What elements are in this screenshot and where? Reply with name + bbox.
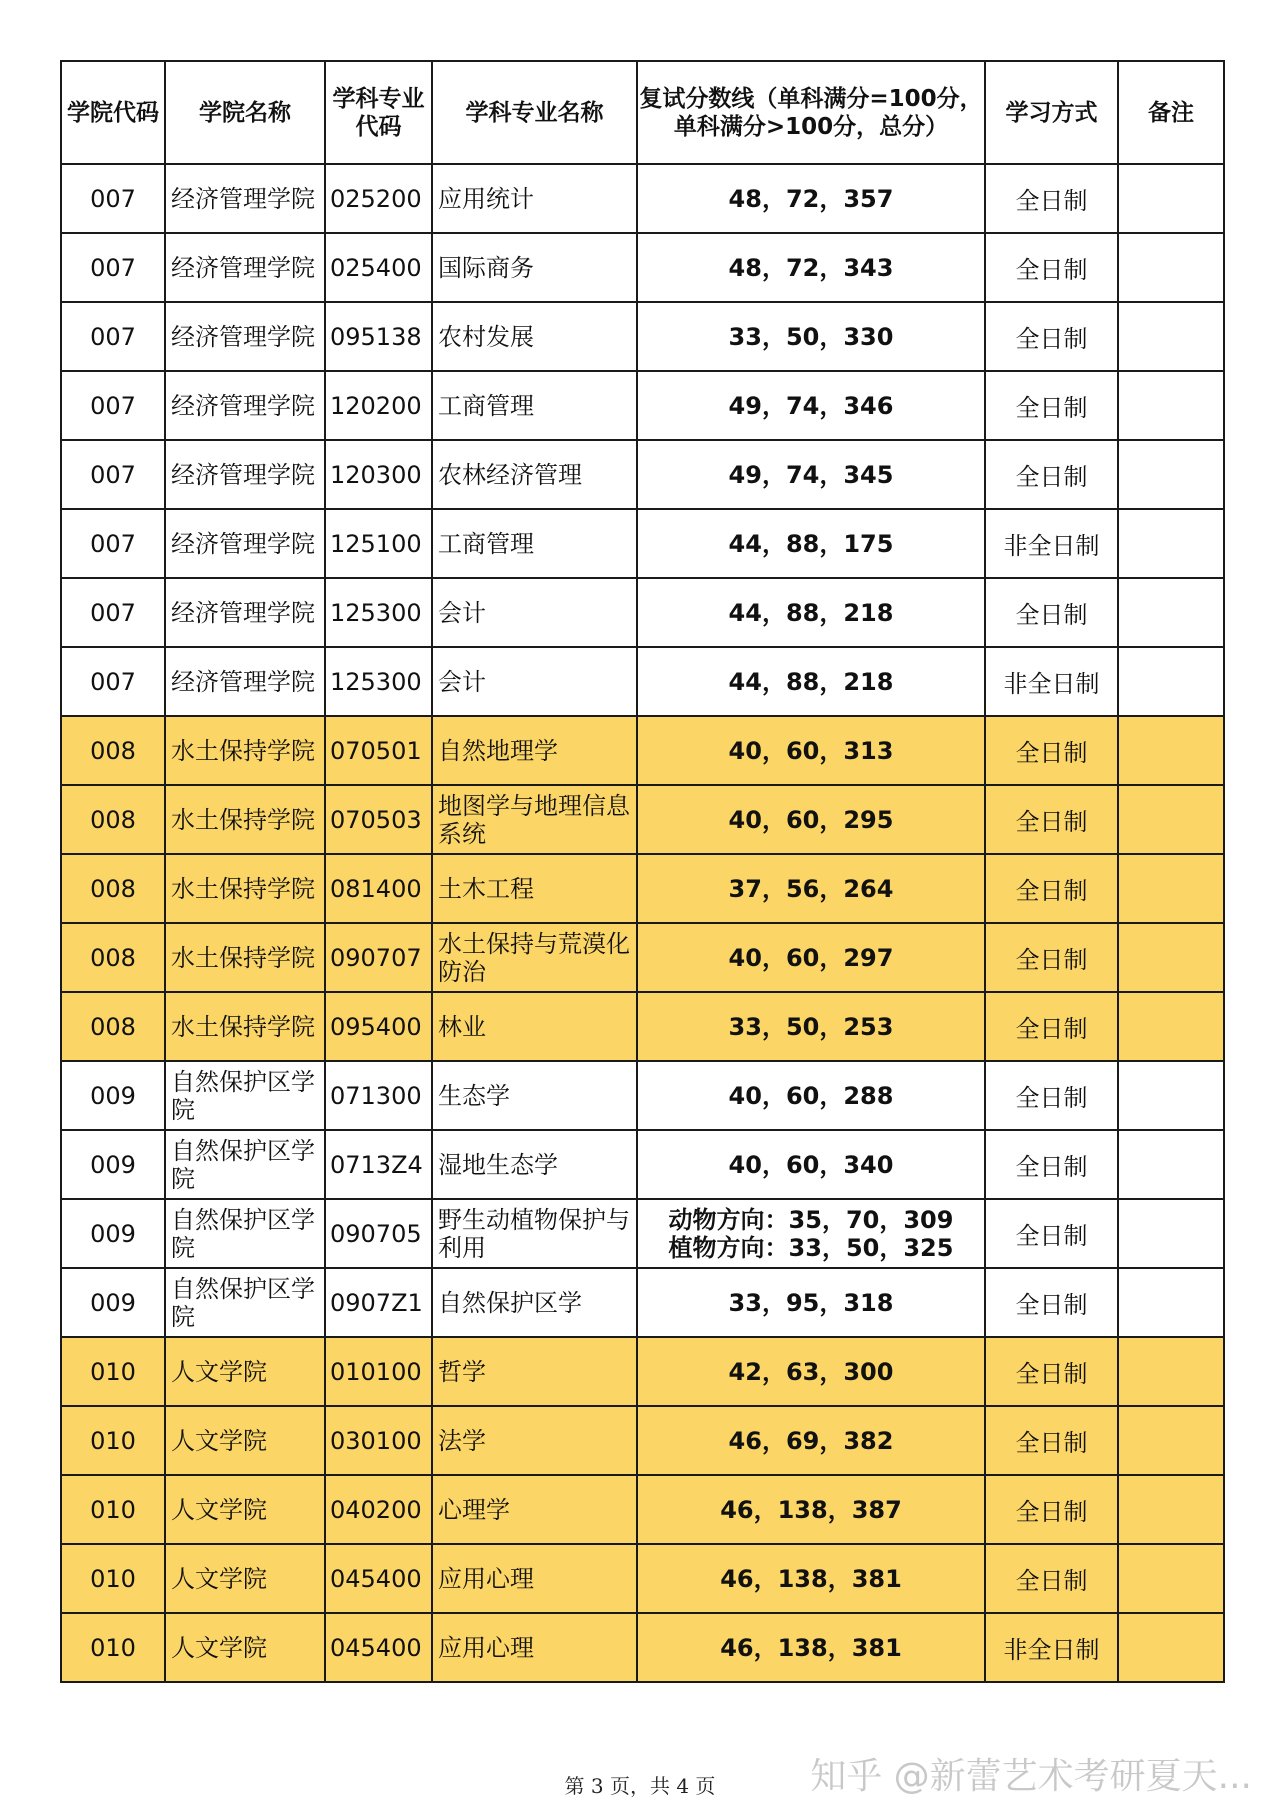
cell-score-line [637, 1406, 985, 1475]
cell-college-code: 008 [61, 854, 165, 923]
cell-score-line [637, 647, 985, 716]
cell-score-line [637, 1061, 985, 1130]
cell-college-name: 水土保持学院 [165, 992, 325, 1061]
cell-subject-name: 水土保持与荒漠化防治 [432, 923, 637, 992]
header-college-name: 学院名称 [165, 61, 325, 164]
cell-remark [1118, 578, 1224, 647]
table-row [61, 233, 1224, 302]
cell-subject-code: 025200 [325, 164, 432, 233]
cell-college-name: 经济管理学院 [165, 302, 325, 371]
cell-college-name: 人文学院 [165, 1475, 325, 1544]
cell-subject-code: 125300 [325, 647, 432, 716]
cell-score-line [637, 992, 985, 1061]
cell-college-code: 008 [61, 785, 165, 854]
cell-subject-code: 045400 [325, 1613, 432, 1682]
cell-college-name: 经济管理学院 [165, 578, 325, 647]
cell-college-code: 010 [61, 1613, 165, 1682]
cell-college-name: 水土保持学院 [165, 854, 325, 923]
table-row [61, 1544, 1224, 1613]
cell-subject-name: 土木工程 [432, 854, 637, 923]
cell-remark [1118, 1130, 1224, 1199]
cell-subject-code: 070503 [325, 785, 432, 854]
cell-subject-code: 090707 [325, 923, 432, 992]
cell-score-line [637, 1613, 985, 1682]
score-value: 33，50，253 [728, 1012, 894, 1041]
score-value: 33，95，318 [728, 1288, 894, 1317]
table-header-row [61, 61, 1224, 164]
cell-subject-name: 生态学 [432, 1061, 637, 1130]
score-table [60, 60, 1225, 1683]
cell-college-code: 009 [61, 1268, 165, 1337]
cell-subject-name: 应用心理 [432, 1544, 637, 1613]
cell-study-mode: 非全日制 [985, 647, 1118, 716]
cell-subject-code: 045400 [325, 1544, 432, 1613]
cell-study-mode: 全日制 [985, 164, 1118, 233]
table-row [61, 1130, 1224, 1199]
cell-college-code: 007 [61, 440, 165, 509]
cell-score-line [637, 716, 985, 785]
table-row [61, 164, 1224, 233]
cell-college-name: 经济管理学院 [165, 509, 325, 578]
cell-subject-name: 林业 [432, 992, 637, 1061]
table-row [61, 716, 1224, 785]
score-value: 49，74，346 [728, 391, 894, 420]
cell-subject-code: 0907Z1 [325, 1268, 432, 1337]
score-value: 46，138，387 [720, 1495, 902, 1524]
table-row [61, 1475, 1224, 1544]
cell-college-code: 009 [61, 1130, 165, 1199]
cell-college-code: 007 [61, 233, 165, 302]
cell-subject-name: 哲学 [432, 1337, 637, 1406]
cell-subject-code: 095138 [325, 302, 432, 371]
header-college-code: 学院代码 [61, 61, 165, 164]
cell-score-line [637, 440, 985, 509]
cell-score-line [637, 1199, 985, 1268]
cell-study-mode: 全日制 [985, 578, 1118, 647]
cell-score-line [637, 578, 985, 647]
cell-score-line [637, 302, 985, 371]
cell-college-code: 009 [61, 1061, 165, 1130]
cell-subject-name: 农村发展 [432, 302, 637, 371]
cell-college-code: 007 [61, 371, 165, 440]
cell-college-name: 经济管理学院 [165, 164, 325, 233]
cell-study-mode: 全日制 [985, 440, 1118, 509]
cell-study-mode: 全日制 [985, 1199, 1118, 1268]
cell-subject-name: 应用统计 [432, 164, 637, 233]
cell-remark [1118, 647, 1224, 716]
cell-study-mode: 全日制 [985, 1475, 1118, 1544]
cell-study-mode: 非全日制 [985, 1613, 1118, 1682]
cell-subject-code: 095400 [325, 992, 432, 1061]
cell-college-name: 人文学院 [165, 1406, 325, 1475]
score-value: 49，74，345 [728, 460, 894, 489]
score-value: 40，60，288 [728, 1081, 894, 1110]
cell-subject-code: 010100 [325, 1337, 432, 1406]
score-value: 40，60，313 [728, 736, 894, 765]
cell-college-code: 009 [61, 1199, 165, 1268]
score-value: 46，138，381 [720, 1564, 902, 1593]
score-value: 44，88，218 [728, 598, 894, 627]
score-value: 48，72，343 [728, 253, 894, 282]
cell-remark [1118, 1544, 1224, 1613]
cell-remark [1118, 1475, 1224, 1544]
score-value: 40，60，295 [728, 805, 894, 834]
header-remark: 备注 [1118, 61, 1224, 164]
score-value: 44，88，175 [728, 529, 894, 558]
table-row [61, 509, 1224, 578]
cell-remark [1118, 371, 1224, 440]
cell-study-mode: 全日制 [985, 1130, 1118, 1199]
table-row [61, 371, 1224, 440]
score-value: 46，69，382 [728, 1426, 894, 1455]
score-value: 动物方向：35，70，309 [668, 1205, 954, 1234]
score-value: 植物方向：33，50，325 [668, 1233, 954, 1262]
cell-remark [1118, 1613, 1224, 1682]
cell-college-name: 水土保持学院 [165, 716, 325, 785]
cell-college-code: 007 [61, 302, 165, 371]
table-row [61, 1337, 1224, 1406]
cell-remark [1118, 1406, 1224, 1475]
table-row [61, 1061, 1224, 1130]
cell-study-mode: 全日制 [985, 992, 1118, 1061]
cell-study-mode: 全日制 [985, 1337, 1118, 1406]
table-row [61, 1613, 1224, 1682]
watermark: 知乎 @新蕾艺术考研夏天... [810, 1756, 1252, 1797]
cell-study-mode: 非全日制 [985, 509, 1118, 578]
cell-college-code: 007 [61, 647, 165, 716]
cell-subject-name: 国际商务 [432, 233, 637, 302]
score-value: 40，60，340 [728, 1150, 894, 1179]
cell-subject-code: 040200 [325, 1475, 432, 1544]
cell-subject-name: 地图学与地理信息系统 [432, 785, 637, 854]
cell-college-code: 008 [61, 716, 165, 785]
cell-score-line [637, 164, 985, 233]
cell-study-mode: 全日制 [985, 302, 1118, 371]
score-value: 42，63，300 [728, 1357, 894, 1386]
cell-college-name: 经济管理学院 [165, 233, 325, 302]
cell-subject-name: 应用心理 [432, 1613, 637, 1682]
cell-college-code: 010 [61, 1475, 165, 1544]
cell-score-line [637, 1268, 985, 1337]
cell-score-line [637, 923, 985, 992]
cell-college-code: 010 [61, 1544, 165, 1613]
cell-subject-code: 070501 [325, 716, 432, 785]
cell-remark [1118, 509, 1224, 578]
header-score-line: 复试分数线（单科满分=100分，单科满分>100分，总分） [637, 61, 985, 164]
cell-remark [1118, 854, 1224, 923]
cell-subject-name: 心理学 [432, 1475, 637, 1544]
cell-college-code: 007 [61, 578, 165, 647]
table-row [61, 440, 1224, 509]
score-value: 48，72，357 [728, 184, 894, 213]
cell-subject-code: 125300 [325, 578, 432, 647]
cell-college-name: 经济管理学院 [165, 647, 325, 716]
header-subject-name: 学科专业名称 [432, 61, 637, 164]
cell-subject-name: 工商管理 [432, 509, 637, 578]
cell-remark [1118, 716, 1224, 785]
score-value: 37，56，264 [728, 874, 894, 903]
cell-remark [1118, 302, 1224, 371]
cell-subject-code: 030100 [325, 1406, 432, 1475]
cell-remark [1118, 1268, 1224, 1337]
table-row [61, 1268, 1224, 1337]
cell-remark [1118, 233, 1224, 302]
cell-score-line [637, 854, 985, 923]
cell-subject-code: 125100 [325, 509, 432, 578]
cell-score-line [637, 233, 985, 302]
cell-college-name: 人文学院 [165, 1337, 325, 1406]
cell-subject-code: 0713Z4 [325, 1130, 432, 1199]
cell-score-line [637, 785, 985, 854]
cell-college-code: 008 [61, 992, 165, 1061]
cell-college-name: 自然保护区学院 [165, 1061, 325, 1130]
cell-study-mode: 全日制 [985, 1544, 1118, 1613]
table-row [61, 854, 1224, 923]
table-row [61, 992, 1224, 1061]
cell-subject-name: 野生动植物保护与利用 [432, 1199, 637, 1268]
table-row [61, 647, 1224, 716]
cell-study-mode: 全日制 [985, 1406, 1118, 1475]
score-value: 40，60，297 [728, 943, 894, 972]
cell-study-mode: 全日制 [985, 716, 1118, 785]
table-row [61, 578, 1224, 647]
cell-college-name: 自然保护区学院 [165, 1130, 325, 1199]
cell-score-line [637, 1337, 985, 1406]
cell-subject-code: 120300 [325, 440, 432, 509]
cell-subject-name: 农林经济管理 [432, 440, 637, 509]
header-subject-code: 学科专业代码 [325, 61, 432, 164]
cell-study-mode: 全日制 [985, 785, 1118, 854]
cell-college-code: 008 [61, 923, 165, 992]
cell-subject-name: 自然地理学 [432, 716, 637, 785]
cell-remark [1118, 1199, 1224, 1268]
cell-subject-code: 071300 [325, 1061, 432, 1130]
cell-score-line [637, 1544, 985, 1613]
cell-college-name: 水土保持学院 [165, 785, 325, 854]
table-row [61, 1199, 1224, 1268]
score-value: 44，88，218 [728, 667, 894, 696]
cell-remark [1118, 1337, 1224, 1406]
cell-score-line [637, 1475, 985, 1544]
cell-remark [1118, 923, 1224, 992]
cell-subject-name: 会计 [432, 578, 637, 647]
cell-college-code: 007 [61, 164, 165, 233]
cell-college-name: 自然保护区学院 [165, 1268, 325, 1337]
table-row [61, 923, 1224, 992]
cell-subject-name: 自然保护区学 [432, 1268, 637, 1337]
cell-college-code: 010 [61, 1406, 165, 1475]
cell-college-name: 经济管理学院 [165, 371, 325, 440]
cell-remark [1118, 440, 1224, 509]
table-body [61, 164, 1224, 1682]
cell-remark [1118, 164, 1224, 233]
table-row [61, 1406, 1224, 1475]
cell-study-mode: 全日制 [985, 1061, 1118, 1130]
cell-score-line [637, 1130, 985, 1199]
cell-study-mode: 全日制 [985, 371, 1118, 440]
cell-subject-code: 025400 [325, 233, 432, 302]
cell-study-mode: 全日制 [985, 854, 1118, 923]
cell-college-name: 人文学院 [165, 1544, 325, 1613]
cell-college-name: 水土保持学院 [165, 923, 325, 992]
cell-subject-name: 湿地生态学 [432, 1130, 637, 1199]
cell-score-line [637, 371, 985, 440]
cell-remark [1118, 785, 1224, 854]
cell-remark [1118, 992, 1224, 1061]
cell-subject-code: 120200 [325, 371, 432, 440]
cell-college-name: 自然保护区学院 [165, 1199, 325, 1268]
score-value: 33，50，330 [728, 322, 894, 351]
cell-study-mode: 全日制 [985, 233, 1118, 302]
score-value: 46，138，381 [720, 1633, 902, 1662]
cell-college-name: 经济管理学院 [165, 440, 325, 509]
cell-subject-name: 法学 [432, 1406, 637, 1475]
cell-college-code: 007 [61, 509, 165, 578]
table-row [61, 785, 1224, 854]
cell-study-mode: 全日制 [985, 1268, 1118, 1337]
cell-subject-code: 081400 [325, 854, 432, 923]
cell-subject-code: 090705 [325, 1199, 432, 1268]
table-row [61, 302, 1224, 371]
cell-college-code: 010 [61, 1337, 165, 1406]
page-footer: 第 3 页，共 4 页 [564, 1774, 716, 1798]
cell-study-mode: 全日制 [985, 923, 1118, 992]
cell-remark [1118, 1061, 1224, 1130]
cell-college-name: 人文学院 [165, 1613, 325, 1682]
cell-score-line [637, 509, 985, 578]
cell-subject-name: 工商管理 [432, 371, 637, 440]
cell-subject-name: 会计 [432, 647, 637, 716]
header-study-mode: 学习方式 [985, 61, 1118, 164]
